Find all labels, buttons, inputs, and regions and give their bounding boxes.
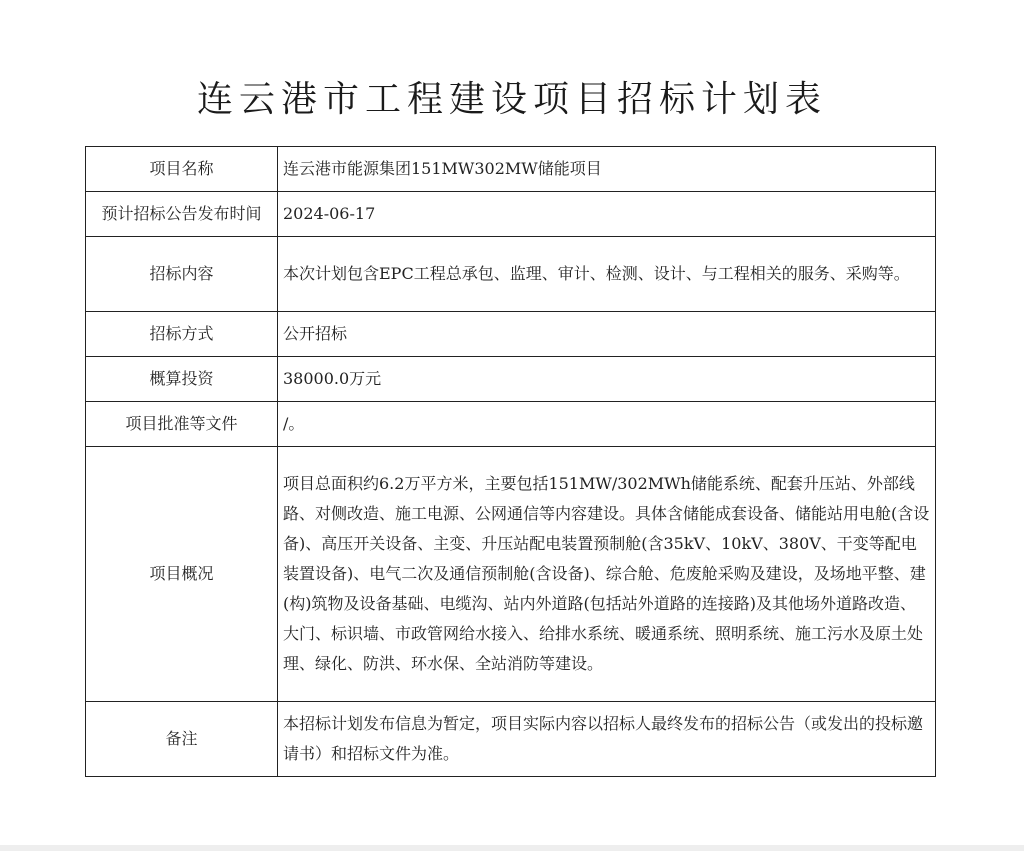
approval-documents-label: 项目批准等文件 [86, 402, 278, 447]
row-tender-method [86, 312, 936, 357]
tender-method-value: 公开招标 [278, 312, 936, 357]
announcement-date-label: 预计招标公告发布时间 [86, 192, 278, 237]
announcement-date-value: 2024-06-17 [278, 192, 936, 237]
page-title: 连云港市工程建设项目招标计划表 [196, 79, 827, 120]
tender-plan-table [85, 146, 936, 777]
remarks-label: 备注 [86, 702, 278, 777]
remarks-value: 本招标计划发布信息为暂定，项目实际内容以招标人最终发布的招标公告（或发出的投标邀请书）和招标文件为准。 [278, 702, 936, 777]
page-bottom-edge [0, 845, 1024, 851]
row-project-overview [86, 447, 936, 702]
estimated-investment-label: 概算投资 [86, 357, 278, 402]
estimated-investment-value: 38000.0万元 [278, 357, 936, 402]
row-estimated-investment [86, 357, 936, 402]
project-name-value: 连云港市能源集团151MW302MW储能项目 [278, 147, 936, 192]
project-name-label: 项目名称 [86, 147, 278, 192]
row-remarks [86, 702, 936, 777]
project-overview-label: 项目概况 [86, 447, 278, 702]
tender-content-value: 本次计划包含EPC工程总承包、监理、审计、检测、设计、与工程相关的服务、采购等。 [278, 237, 936, 312]
tender-method-label: 招标方式 [86, 312, 278, 357]
approval-documents-value: /。 [278, 402, 936, 447]
row-announcement-date [86, 192, 936, 237]
row-approval-documents [86, 402, 936, 447]
row-project-name [86, 147, 936, 192]
row-tender-content [86, 237, 936, 312]
tender-content-label: 招标内容 [86, 237, 278, 312]
project-overview-value: 项目总面积约6.2万平方米，主要包括151MW/302MWh储能系统、配套升压站、外部线路、对侧改造、施工电源、公网通信等内容建设。具体含储能成套设备、储能站用电舱(含设备)、高压开关设备、主变、升压站配电装置预制舱(含35kV、10kV、380V、干变等配电装置设备)、电气二次及通信预制舱(含设备)、综合舱、危废舱采购及建设，及场地平整、建(构)筑物及设备基础、电缆沟、站内外道路(包括站外道路的连接路)及其他场外道路改造、大门、标识墙、市政管网给水接入、给排水系统、暖通系统、照明系统、施工污水及原土处理、绿化、防洪、环水保、全站消防等建设。 [278, 447, 936, 702]
